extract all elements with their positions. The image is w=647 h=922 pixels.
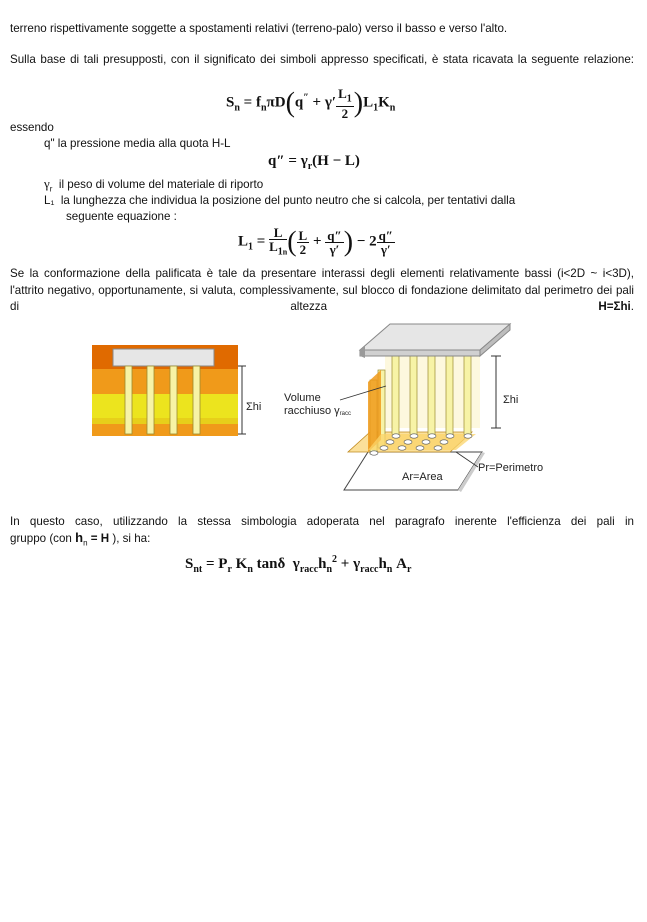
area-label: Ar=Area: [402, 471, 443, 483]
intro-paragraph: Sulla base di tali presupposti, con il significato dei simboli appresso specificati, è stata ricavata la seguente relazione:: [10, 53, 634, 66]
pile-cap: [113, 349, 214, 366]
equation-sn: $S_n = f_n\pi D(q'' + \gamma'$ $\frac{L_1}{2}$ )$L_1K_n$: [226, 86, 396, 121]
pile-group-section-figure: [92, 345, 282, 445]
soil-layer-2: [92, 369, 238, 394]
equation-l1: $L_1$ = $\frac{L}{L_{1n}}$ ( $\frac{L}{2}$ + $\frac{q''}{\gamma'}$ ) − 2 $\frac{q''}{\gamma'}$: [238, 225, 393, 258]
conformation-paragraph: Se la conformazione della palificata è tale da presentare interassi degli elementi relativamente bassi (i<2D ~ i<3D), l'attrito negativo, opportunamente, si valuta, complessivamente, sul blocco di fondazione delimitato dal perimetro dei pali di altezza H=Σhi.: [10, 267, 634, 313]
definition-l1: L₁ la lunghezza che individua la posizione del punto neutro che si calcola, per tentativi dalla: [44, 194, 516, 207]
essendo-label: essendo: [10, 121, 54, 134]
equation-q: $q'' = \gamma_r(H - L)$: [268, 153, 360, 172]
case-paragraph-line2: gruppo (con $h_n = H$ ), si ha:: [10, 530, 151, 548]
soil-layer-3: [92, 394, 238, 418]
definition-q: q" la pressione media alla quota H-L: [44, 137, 231, 150]
pile-4: [193, 366, 200, 434]
soil-layer-4: [92, 418, 238, 424]
volume-label-2: racchiuso γracc: [284, 405, 351, 417]
text-line-top: terreno rispettivamente soggette a spostamenti relativi (terreno-palo) verso il basso e verso l'alto.: [10, 22, 508, 35]
soil-layer-5: [92, 424, 238, 436]
perimeter-label: Pr=Perimetro: [478, 462, 544, 474]
sum-hi-label-left: Σhi: [246, 401, 262, 413]
sum-hi-label-right: Σhi: [503, 394, 519, 406]
case-paragraph-line1: In questo caso, utilizzando la stessa simbologia adoperata nel paragrafo inerente l'efficienza dei pali in: [10, 515, 634, 528]
pile-2: [147, 366, 154, 434]
pile-3: [170, 366, 177, 434]
definition-l1-continued: seguente equazione :: [66, 210, 177, 223]
volume-label: Volume: [284, 392, 321, 404]
definition-gamma: $\gamma_r$ il peso di volume del materiale di riporto: [44, 176, 264, 194]
pile-1: [125, 366, 132, 434]
pile-group-block-figure: [280, 322, 570, 492]
equation-snt: $S_{nt} = P_r$ $K_n$ tanδ $\gamma_{racc}h_n^2 + \gamma_{racc}h_n$ $A_r$: [185, 554, 412, 575]
